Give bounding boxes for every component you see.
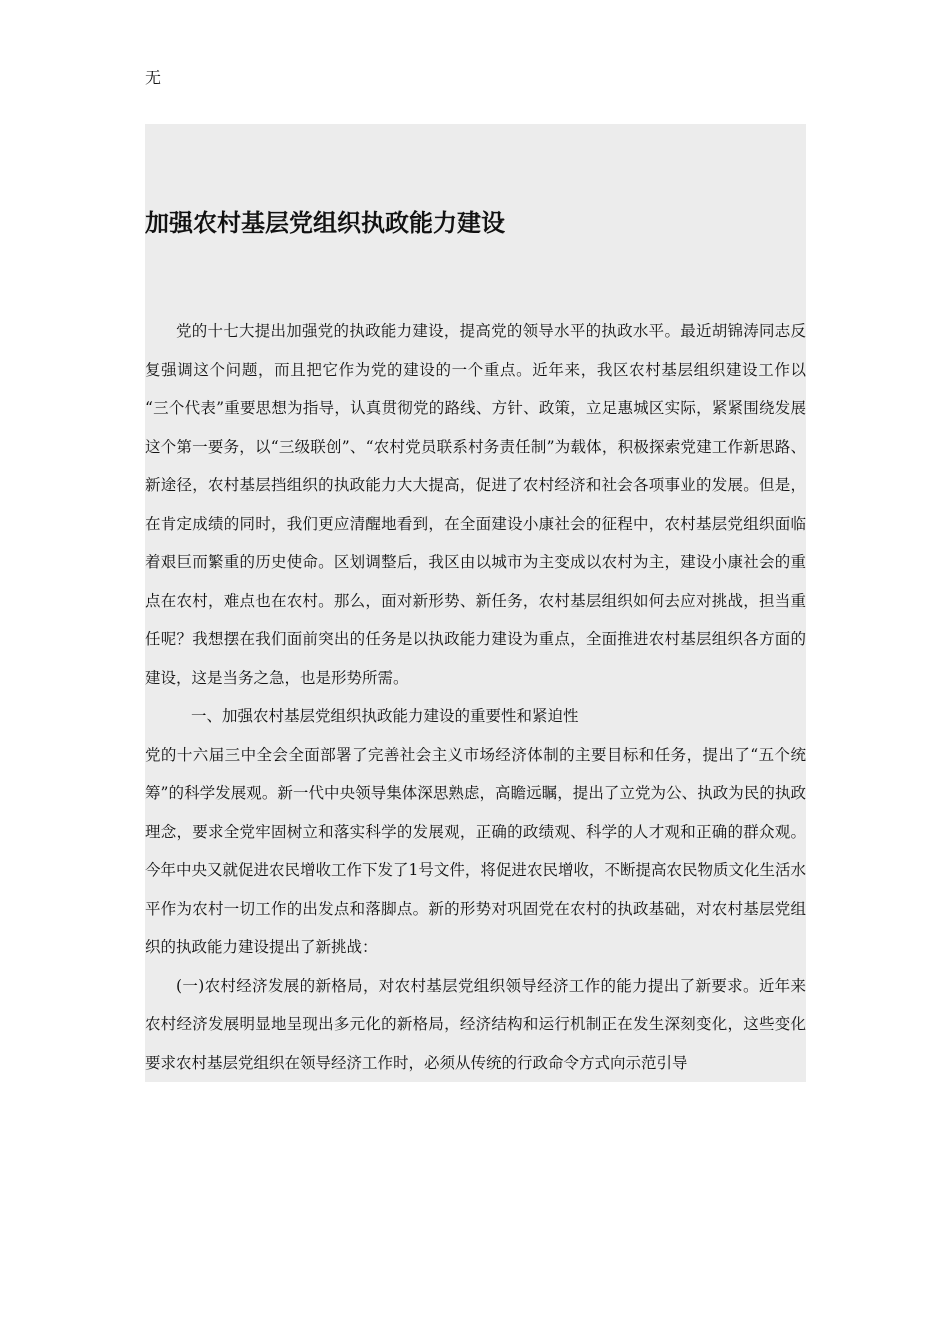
document-title: 加强农村基层党组织执政能力建设 — [145, 208, 505, 237]
section-1-paragraph: 党的十六届三中全会全面部署了完善社会主义市场经济体制的主要目标和任务，提出了“五个统筹”的科学发展观。新一代中央领导集体深思熟虑，高瞻远瞩，提出了立党为公、执政为民的执政理念，要求全党牢固树立和落实科学的发展观，正确的政绩观、科学的人才观和正确的群众观。今年中央又就促进农民增收工作下发了1号文件，将促进农民增收，不断提高农民物质文化生活水平作为农村一切工作的出发点和落脚点。新的形势对巩固党在农村的执政基础，对农村基层党组织的执政能力建设提出了新挑战： — [145, 745, 806, 956]
section-heading-1: 一、加强农村基层党组织执政能力建设的重要性和紧迫性 — [191, 707, 579, 725]
intro-paragraph: 党的十七大提出加强党的执政能力建设，提高党的领导水平的执政水平。最近胡锦涛同志反复强调这个问题，而且把它作为党的建设的一个重点。近年来，我区农村基层组织建设工作以 “三个代表”重要思想为指导，认真贯彻党的路线、方针、政策，立足惠城区实际，紧紧围绕发展这个第一要务，以“三级联创”、“农村党员联系村务责任制”为载体，积极探索党建工作新思路、新途径，农村基层挡组织的执政能力大大提高，促进了农村经济和社会各项事业的发展。但是，在肯定成绩的同时，我们更应清醒地看到，在全面建设小康社会的征程中，农村基层党组织面临着艰巨而繁重的历史使命。区划调整后，我区由以城市为主变成以农村为主，建设小康社会的重点在农村，难点也在农村。那么，面对新形势、新任务，农村基层组织如何去应对挑战，担当重任呢？我想摆在我们面前突出的任务是以执政能力建设为重点，全面推进农村基层组织各方面的建设，这是当务之急，也是形势所需。 — [145, 322, 806, 687]
title-spacer — [145, 240, 806, 312]
document-body — [145, 124, 806, 1082]
page-corner-note: 无 — [145, 68, 162, 87]
subsection-1-paragraph: (一)农村经济发展的新格局，对农村基层党组织领导经济工作的能力提出了新要求。近年来农村经济发展明显地呈现出多元化的新格局，经济结构和运行机制正在发生深刻变化，这些变化要求农村基层党组织在领导经济工作时，必须从传统的行政命令方式向示范引导 — [145, 976, 806, 1072]
